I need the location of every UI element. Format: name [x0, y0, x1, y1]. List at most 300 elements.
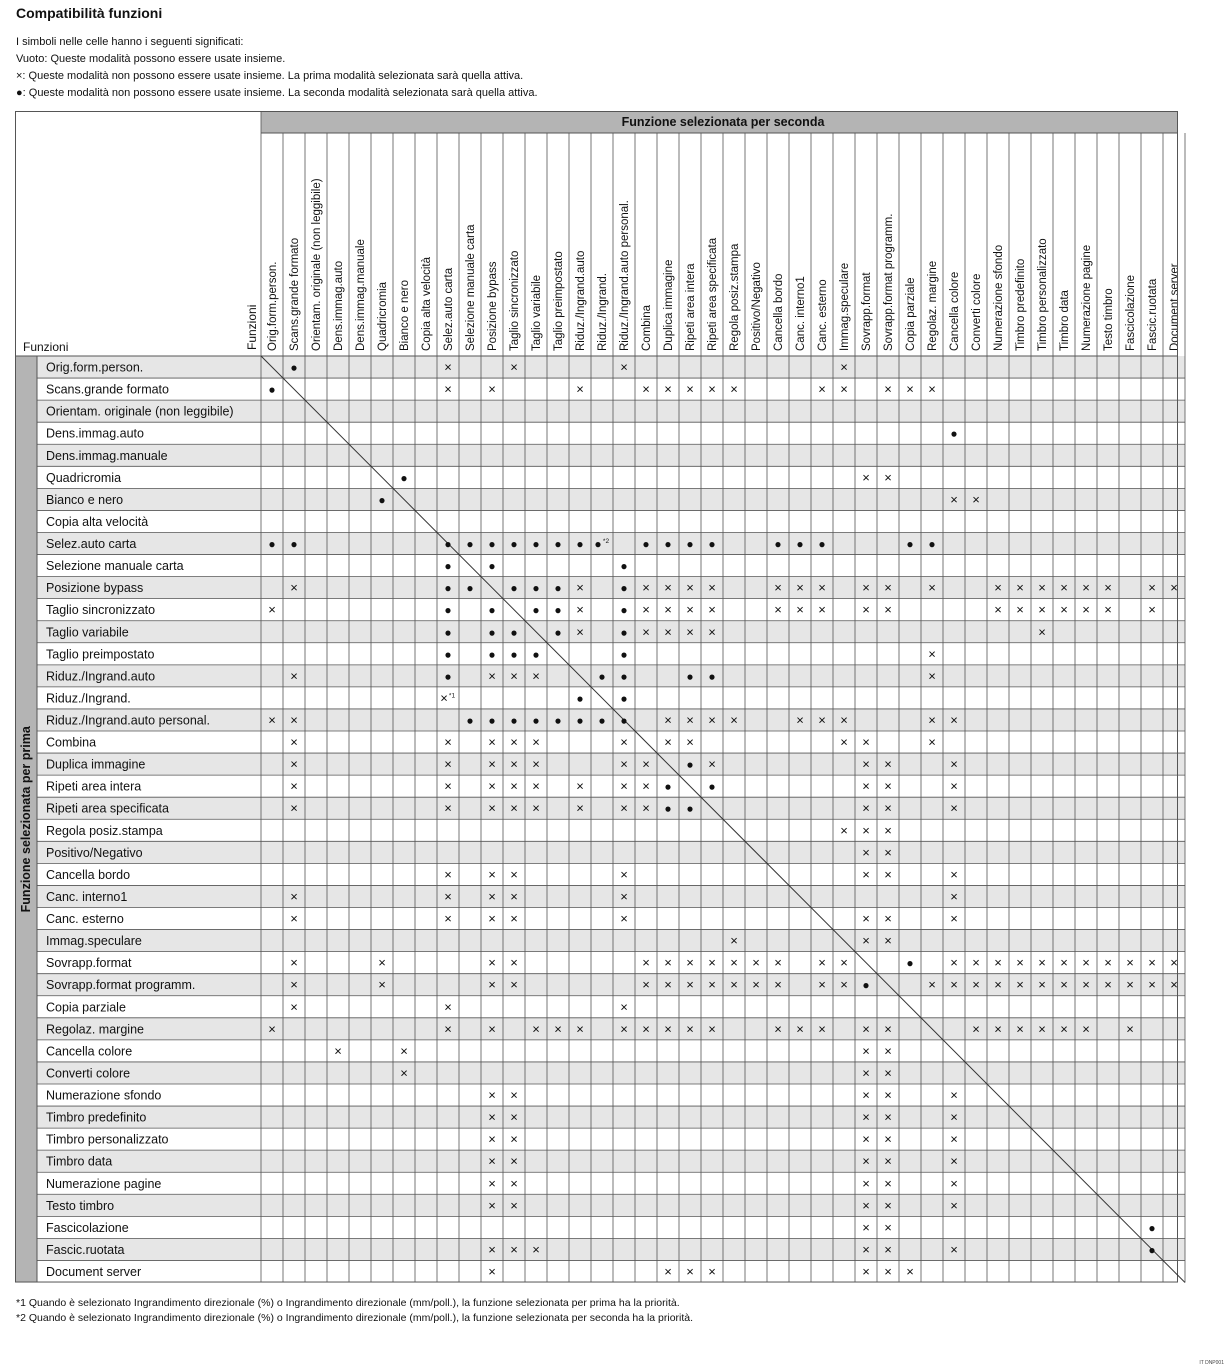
- row-stripe: [37, 532, 1185, 554]
- cross-symbol: ×: [730, 933, 738, 949]
- cross-symbol: ×: [928, 646, 936, 662]
- row-label: Duplica immagine: [46, 757, 146, 772]
- column-header: Canc. interno1: [795, 276, 807, 351]
- column-header: Timbro predefinito: [1015, 258, 1027, 351]
- row-stripe: [37, 356, 1185, 378]
- column-header: Canc. esterno: [817, 279, 829, 351]
- cross-symbol: ×: [664, 955, 672, 971]
- column-header: Orientam. originale (non leggibile): [311, 178, 323, 351]
- legend-dot: ●: Queste modalità non possono essere usate insieme. La seconda modalità selezionata sarà quella attiva.: [16, 87, 538, 99]
- dot-symbol: ●: [488, 713, 496, 728]
- cross-symbol: ×: [1170, 977, 1178, 993]
- cross-symbol: ×: [686, 955, 694, 971]
- row-label: Selezione manuale carta: [46, 559, 184, 574]
- legend-intro: I simboli nelle celle hanno i seguenti significati:: [16, 36, 244, 48]
- cross-symbol: ×: [576, 381, 584, 397]
- cross-symbol: ×: [1082, 580, 1090, 596]
- cross-symbol: ×: [510, 1175, 518, 1191]
- column-header: Cancella bordo: [773, 273, 785, 351]
- column-header: Copia alta velocità: [421, 257, 433, 351]
- cross-symbol: ×: [928, 712, 936, 728]
- cross-symbol: ×: [862, 911, 870, 927]
- row-label: Fascic.ruotata: [46, 1242, 125, 1257]
- cross-symbol: ×: [488, 1263, 496, 1279]
- cross-symbol: ×: [1148, 602, 1156, 618]
- cross-symbol: ×: [576, 800, 584, 816]
- row-label: Numerazione pagine: [46, 1176, 162, 1191]
- cross-symbol: ×: [928, 668, 936, 684]
- cross-symbol: ×: [510, 955, 518, 971]
- row-stripe: [37, 974, 1185, 996]
- dot-symbol: ●: [268, 537, 276, 552]
- dot-symbol: ●: [554, 603, 562, 618]
- dot-symbol: ●: [488, 625, 496, 640]
- cross-symbol: ×: [1104, 955, 1112, 971]
- column-header: Sovrapp.format: [861, 272, 873, 351]
- dot-symbol: ●: [576, 713, 584, 728]
- cross-symbol: ×: [884, 469, 892, 485]
- cross-symbol: ×: [488, 911, 496, 927]
- cross-symbol: ×: [928, 580, 936, 596]
- dot-symbol: ●: [466, 581, 474, 596]
- cross-symbol: ×: [488, 1087, 496, 1103]
- cross-symbol: ×: [994, 580, 1002, 596]
- cross-symbol: ×: [620, 888, 628, 904]
- cross-symbol: ×: [510, 977, 518, 993]
- cross-symbol: ×: [290, 580, 298, 596]
- cross-symbol: ×: [950, 888, 958, 904]
- cross-symbol: ×: [950, 1109, 958, 1125]
- cross-symbol: ×: [774, 955, 782, 971]
- cross-symbol: ×: [642, 580, 650, 596]
- cross-symbol: ×: [994, 955, 1002, 971]
- cross-symbol: ×: [1082, 602, 1090, 618]
- cross-symbol: ×: [708, 955, 716, 971]
- row-label: Canc. interno1: [46, 889, 128, 904]
- dot-symbol: ●: [620, 625, 628, 640]
- dot-symbol: ●: [620, 647, 628, 662]
- dot-symbol: ●: [488, 537, 496, 552]
- cross-symbol: ×: [620, 1021, 628, 1037]
- column-header: Copia parziale: [905, 277, 917, 351]
- cross-symbol: ×: [972, 977, 980, 993]
- cross-symbol: ×: [862, 602, 870, 618]
- cross-symbol: ×: [840, 381, 848, 397]
- footnote-marker: *1: [448, 692, 456, 700]
- cross-symbol: ×: [686, 602, 694, 618]
- cross-symbol: ×: [664, 624, 672, 640]
- dot-symbol: ●: [444, 537, 452, 552]
- dot-symbol: ●: [594, 537, 602, 552]
- column-header: Sovrapp.format programm.: [883, 213, 895, 351]
- dot-symbol: ●: [510, 647, 518, 662]
- cross-symbol: ×: [488, 1197, 496, 1213]
- cross-symbol: ×: [290, 911, 298, 927]
- cross-symbol: ×: [862, 800, 870, 816]
- column-header: Immag.speculare: [839, 262, 851, 351]
- dot-symbol: ●: [664, 801, 672, 816]
- row-label: Taglio sincronizzato: [46, 603, 156, 618]
- cross-symbol: ×: [884, 1087, 892, 1103]
- dot-symbol: ●: [642, 537, 650, 552]
- cross-symbol: ×: [708, 712, 716, 728]
- cross-symbol: ×: [1104, 580, 1112, 596]
- dot-symbol: ●: [290, 537, 298, 552]
- cross-symbol: ×: [488, 381, 496, 397]
- dot-symbol: ●: [598, 713, 606, 728]
- dot-symbol: ●: [444, 603, 452, 618]
- cross-symbol: ×: [444, 359, 452, 375]
- cross-symbol: ×: [884, 1065, 892, 1081]
- dot-symbol: ●: [576, 537, 584, 552]
- cross-symbol: ×: [1016, 580, 1024, 596]
- dot-symbol: ●: [488, 603, 496, 618]
- column-header: Posizione bypass: [487, 261, 499, 351]
- cross-symbol: ×: [950, 756, 958, 772]
- dot-symbol: ●: [862, 978, 870, 993]
- row-stripe: [37, 577, 1185, 599]
- dot-symbol: ●: [664, 537, 672, 552]
- corner-col-label: Funzioni: [245, 304, 259, 350]
- cross-symbol: ×: [444, 911, 452, 927]
- cross-symbol: ×: [884, 800, 892, 816]
- cross-symbol: ×: [862, 1241, 870, 1257]
- cross-symbol: ×: [796, 602, 804, 618]
- cross-symbol: ×: [620, 359, 628, 375]
- footnote-1: *1 Quando è selezionato Ingrandimento direzionale (%) o Ingrandimento direzionale (mm/poll.), la funzione selezionata per prima ha la priorità.: [16, 1297, 680, 1309]
- cross-symbol: ×: [1060, 580, 1068, 596]
- cross-symbol: ×: [994, 602, 1002, 618]
- cross-symbol: ×: [1016, 977, 1024, 993]
- row-label: Riduz./Ingrand.: [46, 691, 131, 706]
- cross-symbol: ×: [510, 888, 518, 904]
- cross-symbol: ×: [906, 381, 914, 397]
- cross-symbol: ×: [1148, 580, 1156, 596]
- cross-symbol: ×: [1038, 602, 1046, 618]
- dot-symbol: ●: [400, 470, 408, 485]
- column-header: Taglio variabile: [531, 274, 543, 351]
- row-label: Regola posiz.stampa: [46, 823, 163, 838]
- row-label: Converti colore: [46, 1066, 131, 1081]
- column-header: Timbro personalizzato: [1037, 238, 1049, 351]
- cross-symbol: ×: [862, 469, 870, 485]
- cross-symbol: ×: [862, 734, 870, 750]
- dot-symbol: ●: [686, 537, 694, 552]
- cross-symbol: ×: [440, 690, 448, 706]
- cross-symbol: ×: [620, 866, 628, 882]
- cross-symbol: ×: [268, 1021, 276, 1037]
- cross-symbol: ×: [510, 1087, 518, 1103]
- row-label: Sovrapp.format: [46, 956, 132, 971]
- cross-symbol: ×: [796, 580, 804, 596]
- cross-symbol: ×: [488, 1153, 496, 1169]
- cross-symbol: ×: [686, 624, 694, 640]
- cross-symbol: ×: [488, 866, 496, 882]
- cross-symbol: ×: [950, 1131, 958, 1147]
- dot-symbol: ●: [444, 669, 452, 684]
- cross-symbol: ×: [884, 602, 892, 618]
- cross-symbol: ×: [532, 1021, 540, 1037]
- cross-symbol: ×: [510, 734, 518, 750]
- cross-symbol: ×: [378, 955, 386, 971]
- cross-symbol: ×: [664, 712, 672, 728]
- cross-symbol: ×: [972, 491, 980, 507]
- dot-symbol: ●: [444, 559, 452, 574]
- cross-symbol: ×: [884, 822, 892, 838]
- column-header: Fascicolazione: [1125, 274, 1137, 351]
- row-label: Quadricromia: [46, 470, 122, 485]
- row-stripe: [37, 1238, 1185, 1260]
- corner-row-label: Funzioni: [23, 340, 69, 354]
- cross-symbol: ×: [862, 1197, 870, 1213]
- cross-symbol: ×: [642, 778, 650, 794]
- cross-symbol: ×: [1016, 1021, 1024, 1037]
- column-header: Document server: [1169, 263, 1181, 351]
- cross-symbol: ×: [862, 1263, 870, 1279]
- cross-symbol: ×: [1016, 602, 1024, 618]
- cross-symbol: ×: [708, 977, 716, 993]
- dot-symbol: ●: [708, 537, 716, 552]
- cross-symbol: ×: [862, 1153, 870, 1169]
- dot-symbol: ●: [906, 537, 914, 552]
- cross-symbol: ×: [686, 1263, 694, 1279]
- cross-symbol: ×: [620, 800, 628, 816]
- cross-symbol: ×: [1016, 955, 1024, 971]
- column-header: Scans.grande formato: [289, 237, 301, 351]
- cross-symbol: ×: [884, 1109, 892, 1125]
- cross-symbol: ×: [444, 1021, 452, 1037]
- compatibility-matrix: [15, 111, 1181, 1284]
- cross-symbol: ×: [1126, 955, 1134, 971]
- cross-symbol: ×: [884, 911, 892, 927]
- row-label: Ripeti area intera: [46, 779, 142, 794]
- cross-symbol: ×: [708, 1021, 716, 1037]
- cross-symbol: ×: [928, 734, 936, 750]
- cross-symbol: ×: [796, 712, 804, 728]
- cross-symbol: ×: [862, 822, 870, 838]
- cross-symbol: ×: [664, 580, 672, 596]
- cross-symbol: ×: [686, 1021, 694, 1037]
- cross-symbol: ×: [950, 1087, 958, 1103]
- cross-symbol: ×: [400, 1043, 408, 1059]
- row-label: Document server: [46, 1264, 142, 1279]
- column-header: Fascic.ruotata: [1147, 278, 1159, 351]
- cross-symbol: ×: [1126, 1021, 1134, 1037]
- dot-symbol: ●: [444, 625, 452, 640]
- row-label: Sovrapp.format programm.: [46, 978, 196, 993]
- cross-symbol: ×: [642, 955, 650, 971]
- dot-symbol: ●: [554, 581, 562, 596]
- cross-symbol: ×: [862, 1021, 870, 1037]
- cross-symbol: ×: [1082, 977, 1090, 993]
- cross-symbol: ×: [972, 1021, 980, 1037]
- cross-symbol: ×: [752, 977, 760, 993]
- cross-symbol: ×: [642, 756, 650, 772]
- row-stripe: [37, 665, 1185, 687]
- dot-symbol: ●: [774, 537, 782, 552]
- cross-symbol: ×: [290, 999, 298, 1015]
- dot-symbol: ●: [444, 581, 452, 596]
- cross-symbol: ×: [818, 1021, 826, 1037]
- cross-symbol: ×: [488, 756, 496, 772]
- dot-symbol: ●: [268, 382, 276, 397]
- cross-symbol: ×: [686, 580, 694, 596]
- cross-symbol: ×: [290, 734, 298, 750]
- cross-symbol: ×: [884, 1241, 892, 1257]
- cross-symbol: ×: [950, 1175, 958, 1191]
- cross-symbol: ×: [510, 756, 518, 772]
- row-label: Orientam. originale (non leggibile): [46, 404, 234, 419]
- row-stripe: [37, 488, 1185, 510]
- cross-symbol: ×: [840, 955, 848, 971]
- column-header: Timbro data: [1059, 290, 1071, 351]
- cross-symbol: ×: [290, 955, 298, 971]
- row-label: Copia alta velocità: [46, 514, 149, 529]
- column-header: Numerazione sfondo: [993, 244, 1005, 351]
- cross-symbol: ×: [1038, 1021, 1046, 1037]
- dot-symbol: ●: [554, 713, 562, 728]
- dot-symbol: ●: [620, 691, 628, 706]
- cross-symbol: ×: [950, 778, 958, 794]
- cross-symbol: ×: [1038, 624, 1046, 640]
- row-label: Timbro data: [46, 1154, 113, 1169]
- cross-symbol: ×: [884, 1043, 892, 1059]
- cross-symbol: ×: [532, 800, 540, 816]
- column-header: Selez.auto carta: [443, 267, 455, 351]
- dot-symbol: ●: [532, 713, 540, 728]
- cross-symbol: ×: [862, 1109, 870, 1125]
- cross-symbol: ×: [642, 602, 650, 618]
- column-header: Riduz./Ingrand.auto: [575, 250, 587, 351]
- cross-symbol: ×: [642, 800, 650, 816]
- row-label: Selez.auto carta: [46, 537, 137, 552]
- cross-symbol: ×: [950, 955, 958, 971]
- cross-symbol: ×: [928, 977, 936, 993]
- row-label: Ripeti area specificata: [46, 801, 169, 816]
- cross-symbol: ×: [1082, 1021, 1090, 1037]
- cross-symbol: ×: [730, 381, 738, 397]
- cross-symbol: ×: [488, 1175, 496, 1191]
- row-stripe: [37, 1018, 1185, 1040]
- cross-symbol: ×: [488, 1021, 496, 1037]
- column-header: Bianco e nero: [399, 280, 411, 351]
- row-label: Riduz./Ingrand.auto: [46, 669, 156, 684]
- dot-symbol: ●: [906, 956, 914, 971]
- dot-symbol: ●: [664, 779, 672, 794]
- cross-symbol: ×: [774, 1021, 782, 1037]
- cross-symbol: ×: [488, 800, 496, 816]
- footnotes: [16, 1296, 693, 1326]
- dot-symbol: ●: [554, 537, 562, 552]
- page-title: Compatibilità funzioni: [16, 5, 163, 21]
- row-stripe: [37, 930, 1185, 952]
- column-header: Quadricromia: [377, 281, 389, 351]
- cross-symbol: ×: [1082, 955, 1090, 971]
- cross-symbol: ×: [1038, 955, 1046, 971]
- dot-symbol: ●: [488, 647, 496, 662]
- cross-symbol: ×: [576, 624, 584, 640]
- legend: [16, 34, 538, 102]
- dot-symbol: ●: [708, 669, 716, 684]
- dot-symbol: ●: [796, 537, 804, 552]
- cross-symbol: ×: [774, 977, 782, 993]
- cross-symbol: ×: [290, 712, 298, 728]
- cross-symbol: ×: [730, 712, 738, 728]
- cross-symbol: ×: [532, 734, 540, 750]
- cross-symbol: ×: [708, 756, 716, 772]
- cross-symbol: ×: [510, 1153, 518, 1169]
- cross-symbol: ×: [1148, 977, 1156, 993]
- cross-symbol: ×: [290, 800, 298, 816]
- cross-symbol: ×: [664, 734, 672, 750]
- cross-symbol: ×: [884, 580, 892, 596]
- row-label: Riduz./Ingrand.auto personal.: [46, 713, 210, 728]
- cross-symbol: ×: [862, 778, 870, 794]
- row-label: Timbro personalizzato: [46, 1132, 169, 1147]
- cross-symbol: ×: [400, 1065, 408, 1081]
- cross-symbol: ×: [928, 381, 936, 397]
- cross-symbol: ×: [268, 602, 276, 618]
- cross-symbol: ×: [818, 712, 826, 728]
- row-stripe: [37, 753, 1185, 775]
- cross-symbol: ×: [378, 977, 386, 993]
- cross-symbol: ×: [620, 778, 628, 794]
- column-header: Dens.immag.auto: [333, 260, 345, 351]
- cross-symbol: ×: [818, 955, 826, 971]
- cross-symbol: ×: [1038, 977, 1046, 993]
- cross-symbol: ×: [444, 778, 452, 794]
- cross-symbol: ×: [686, 712, 694, 728]
- column-header: Ripeti area intera: [685, 263, 697, 351]
- cross-symbol: ×: [862, 1065, 870, 1081]
- footnote-2: *2 Quando è selezionato Ingrandimento direzionale (%) o Ingrandimento direzionale (mm/poll.), la funzione selezionata per seconda ha la priorità.: [16, 1312, 694, 1324]
- cross-symbol: ×: [862, 580, 870, 596]
- column-header: Riduz./Ingrand.: [597, 273, 609, 351]
- cross-symbol: ×: [950, 977, 958, 993]
- dot-symbol: ●: [510, 625, 518, 640]
- cross-symbol: ×: [290, 778, 298, 794]
- dot-symbol: ●: [444, 647, 452, 662]
- dot-symbol: ●: [532, 537, 540, 552]
- cross-symbol: ×: [1126, 977, 1134, 993]
- row-label: Dens.immag.auto: [46, 426, 144, 441]
- cross-symbol: ×: [818, 580, 826, 596]
- column-header: Riduz./Ingrand.auto personal.: [619, 200, 631, 351]
- dot-symbol: ●: [708, 779, 716, 794]
- cross-symbol: ×: [708, 381, 716, 397]
- cross-symbol: ×: [796, 1021, 804, 1037]
- cross-symbol: ×: [994, 977, 1002, 993]
- legend-cross: ×: Queste modalità non possono essere usate insieme. La prima modalità selezionata sarà quella attiva.: [16, 70, 524, 82]
- dot-symbol: ●: [620, 603, 628, 618]
- document-code: IT DNP001: [1199, 1360, 1224, 1366]
- dot-symbol: ●: [620, 581, 628, 596]
- dot-symbol: ●: [928, 537, 936, 552]
- cross-symbol: ×: [510, 778, 518, 794]
- cross-symbol: ×: [708, 580, 716, 596]
- column-header: Taglio preimpostato: [553, 251, 565, 351]
- dot-symbol: ●: [510, 713, 518, 728]
- column-header: Orig.form.person.: [267, 261, 279, 351]
- cross-symbol: ×: [950, 1241, 958, 1257]
- row-label: Taglio preimpostato: [46, 647, 155, 662]
- cross-symbol: ×: [576, 580, 584, 596]
- row-label: Regolaz. margine: [46, 1022, 144, 1037]
- left-header-label: Funzione selezionata per prima: [19, 726, 33, 913]
- cross-symbol: ×: [510, 866, 518, 882]
- dot-symbol: ●: [620, 713, 628, 728]
- cross-symbol: ×: [290, 888, 298, 904]
